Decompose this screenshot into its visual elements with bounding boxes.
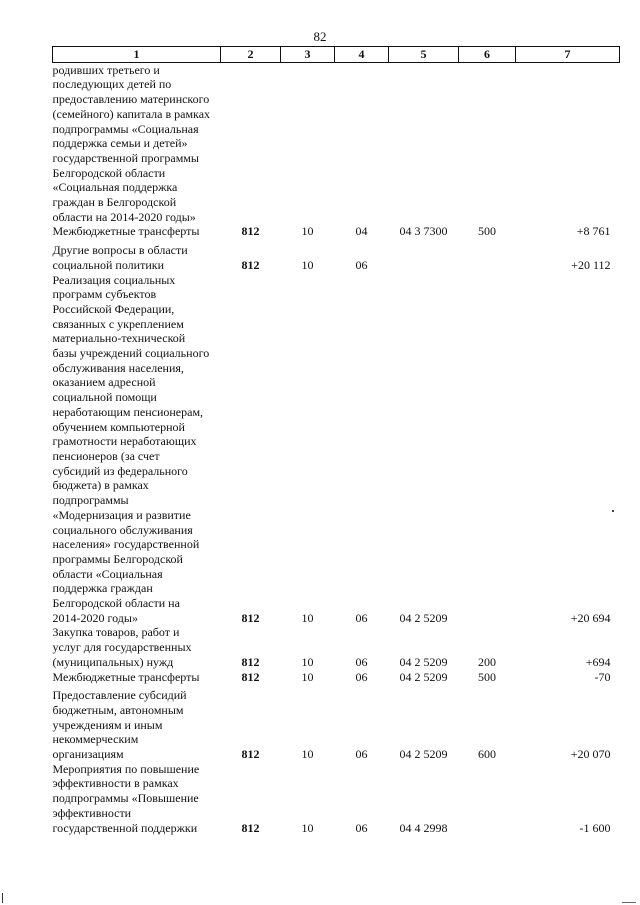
row-description: [53, 273, 221, 626]
ministry-code: 812: [241, 669, 260, 684]
target-article-code: [389, 62, 459, 224]
section-code: 10: [301, 654, 314, 669]
section-code: 10: [301, 669, 314, 684]
row-description: [53, 243, 221, 272]
description-line: программ субъектов: [52, 287, 157, 302]
description-line: грамотности неработающих: [52, 434, 197, 449]
description-line: государственной программы: [52, 150, 199, 165]
column-header-6: 6: [459, 47, 516, 63]
row-description: [53, 62, 221, 224]
expense-type-code: 600: [478, 747, 496, 762]
ministry-code: 812: [241, 610, 260, 625]
description-line: программы Белгородской: [52, 551, 183, 566]
description-line: Закупка товаров, работ и: [52, 625, 180, 640]
description-line: связанных с укреплением: [52, 316, 184, 331]
budget-table: [52, 46, 620, 835]
description-line: поддержка семьи и детей»: [52, 136, 188, 151]
description-line: Предоставление субсидий: [52, 688, 187, 703]
expense-type-code: 500: [478, 669, 496, 684]
section-code: 10: [301, 224, 314, 239]
description-line: социальной политики: [52, 257, 164, 272]
table-row: [53, 670, 620, 685]
expense-type-code: [459, 273, 516, 626]
target-article-code: [389, 243, 459, 272]
description-line: услуг для государственных: [52, 640, 192, 655]
description-line: Другие вопросы в области: [52, 243, 188, 258]
description-line: материально-технической: [52, 331, 186, 346]
table-row: [53, 243, 620, 272]
section-code: 10: [301, 820, 314, 835]
description-line: организациям: [52, 747, 124, 762]
amount-value: [516, 62, 620, 224]
description-line: области на 2014-2020 годы»: [52, 209, 196, 224]
scan-edge-mark-left: [2, 893, 3, 903]
target-article-code: 04 3 7300: [399, 224, 448, 239]
row-description: [53, 688, 221, 762]
table-row: [53, 224, 620, 239]
table-header-row: [53, 47, 620, 63]
description-line: граждан в Белгородской: [52, 195, 177, 210]
column-header-7: 7: [516, 47, 620, 63]
ministry-code: 812: [241, 224, 260, 239]
description-line: субсидий из федерального: [52, 463, 188, 478]
table-row: [53, 688, 620, 762]
description-line: (муниципальных) нужд: [52, 654, 174, 669]
description-line: учреждениям и иным: [52, 717, 163, 732]
amount-value: +8 761: [576, 224, 611, 239]
subsection-code: [335, 62, 389, 224]
subsection-code: 04: [355, 224, 368, 239]
description-line: эффективности в рамках: [52, 776, 179, 791]
description-line: области «Социальная: [52, 566, 163, 581]
description-line: эффективности: [52, 805, 132, 820]
table-row: [53, 762, 620, 836]
description-line: предоставлению материнского: [52, 92, 210, 107]
description-line: последующих детей по: [52, 77, 172, 92]
amount-value: -70: [594, 669, 611, 684]
expense-type-code: 200: [478, 654, 496, 669]
description-line: неработающим пенсионерам,: [52, 404, 204, 419]
section-code: [281, 62, 335, 224]
description-line: «Социальная поддержка: [52, 180, 178, 195]
ministry-code: [221, 62, 281, 224]
target-article-code: 04 2 5209: [399, 669, 448, 684]
description-line: (семейного) капитала в рамках: [52, 106, 211, 121]
subsection-code: 06: [355, 257, 368, 272]
description-line: некоммерческим: [52, 732, 139, 747]
ministry-code: 812: [241, 257, 260, 272]
column-header-4: 4: [335, 47, 389, 63]
description-line: родивших третьего и: [52, 62, 160, 77]
description-line: Мероприятия по повышение: [52, 761, 200, 776]
description-line: обслуживания населения,: [52, 360, 184, 375]
table-body: [53, 62, 620, 835]
description-line: поддержка граждан: [52, 581, 153, 596]
description-line: бюджета) в рамках: [52, 478, 149, 493]
description-line: Российской Федерации,: [52, 301, 175, 316]
amount-value: +20 112: [571, 257, 611, 272]
description-line: обучением компьютерной: [52, 419, 185, 434]
description-line: подпрограммы: [52, 493, 129, 508]
description-line: Белгородской области на: [52, 596, 180, 611]
description-line: социальной помощи: [52, 390, 157, 405]
table-row: [53, 62, 620, 224]
expense-type-code: [459, 62, 516, 224]
subsection-code: 06: [355, 610, 368, 625]
amount-value: +694: [585, 654, 611, 669]
table-row: [53, 273, 620, 626]
table-row: [53, 625, 620, 669]
column-header-3: 3: [281, 47, 335, 63]
description-line: Белгородской области: [52, 165, 166, 180]
subsection-code: 06: [355, 820, 368, 835]
subsection-code: 06: [355, 654, 368, 669]
section-code: 10: [301, 257, 314, 272]
column-header-5: 5: [389, 47, 459, 63]
subsection-code: 06: [355, 747, 368, 762]
description-line: оказанием адресной: [52, 375, 156, 390]
description-line: населения» государственной: [52, 537, 200, 552]
row-description: [53, 670, 221, 685]
description-line: Межбюджетные трансферты: [52, 224, 200, 239]
amount-value: +20 694: [570, 610, 611, 625]
page-number: 82: [313, 29, 327, 44]
description-line: бюджетным, автономным: [52, 702, 184, 717]
description-line: базы учреждений социального: [52, 346, 210, 361]
expense-type-code: [459, 762, 516, 836]
target-article-code: 04 2 5209: [399, 747, 448, 762]
row-description: [53, 762, 221, 836]
description-line: Межбюджетные трансферты: [52, 669, 200, 684]
ministry-code: 812: [241, 820, 260, 835]
description-line: государственной поддержки: [52, 820, 198, 835]
column-header-1: 1: [53, 47, 221, 63]
description-line: пенсионеров (за счет: [52, 448, 160, 463]
section-code: 10: [301, 610, 314, 625]
subsection-code: 06: [355, 669, 368, 684]
target-article-code: 04 4 2998: [399, 820, 448, 835]
ministry-code: 812: [241, 747, 260, 762]
section-code: 10: [301, 747, 314, 762]
scan-speck: [612, 510, 614, 512]
description-line: 2014-2020 годы»: [52, 610, 138, 625]
expense-type-code: 500: [478, 224, 496, 239]
description-line: подпрограммы «Повышение: [52, 791, 199, 806]
target-article-code: 04 2 5209: [399, 610, 448, 625]
amount-value: +20 070: [570, 747, 611, 762]
target-article-code: 04 2 5209: [399, 654, 448, 669]
row-description: [53, 625, 221, 669]
description-line: «Модернизация и развитие: [52, 507, 191, 522]
description-line: социального обслуживания: [52, 522, 193, 537]
ministry-code: 812: [241, 654, 260, 669]
expense-type-code: [459, 243, 516, 272]
row-description: [53, 224, 221, 239]
description-line: Реализация социальных: [52, 272, 176, 287]
description-line: подпрограммы «Социальная: [52, 121, 199, 136]
amount-value: -1 600: [579, 820, 611, 835]
column-header-2: 2: [221, 47, 281, 63]
scan-edge-mark-right: [622, 902, 636, 903]
